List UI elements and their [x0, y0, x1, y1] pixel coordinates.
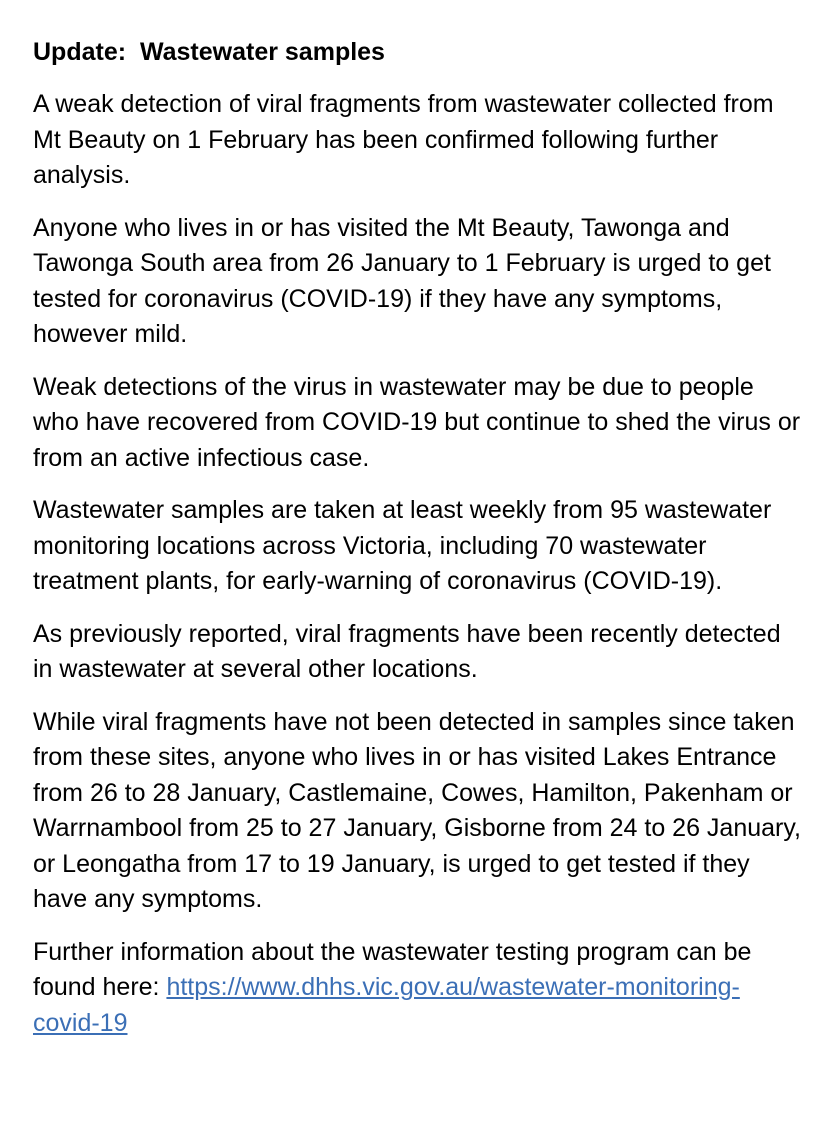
further-information-text: Further information about the wastewater testing program can be found here: — [33, 937, 752, 1001]
paragraph-further-information — [33, 935, 803, 1042]
paragraph-testing-advice: Anyone who lives in or has visited the Mt Beauty, Tawonga and Tawonga South area from 26 January to 1 February is urged to get tested for coronavirus (COVID-19) if they have any symptoms, however mild. — [33, 213, 771, 348]
document-title: Update: Wastewater samples — [33, 38, 385, 66]
paragraph-weak-detection-explanation: Weak detections of the virus in wastewater may be due to people who have recovered from COVID-19 but continue to shed the virus or from an active infectious case. — [33, 372, 801, 472]
paragraph-previous-detections: As previously reported, viral fragments have been recently detected in wastewater at several other locations. — [33, 619, 781, 683]
wastewater-monitoring-link[interactable]: https://www.dhhs.vic.gov.au/wastewater-monitoring-covid-19 — [33, 973, 740, 1037]
paragraph-other-locations: While viral fragments have not been detected in samples since taken from these sites, anyone who lives in or has visited Lakes Entrance from 26 to 28 January, Castlemaine, Cowes, Hamilton, Pakenham or Warrnambool from 25 to 27 January, Gisborne from 24 to 26 January, or Leongatha from 17 to 19 January, is urged to get tested if they have any symptoms. — [33, 707, 801, 913]
paragraph-sampling-program: Wastewater samples are taken at least weekly from 95 wastewater monitoring locations across Victoria, including 70 wastewater treatment plants, for early-warning of coronavirus (COVID-19). — [33, 496, 772, 595]
paragraph-mt-beauty-detection: A weak detection of viral fragments from wastewater collected from Mt Beauty on 1 February has been confirmed following further analysis. — [33, 90, 774, 189]
